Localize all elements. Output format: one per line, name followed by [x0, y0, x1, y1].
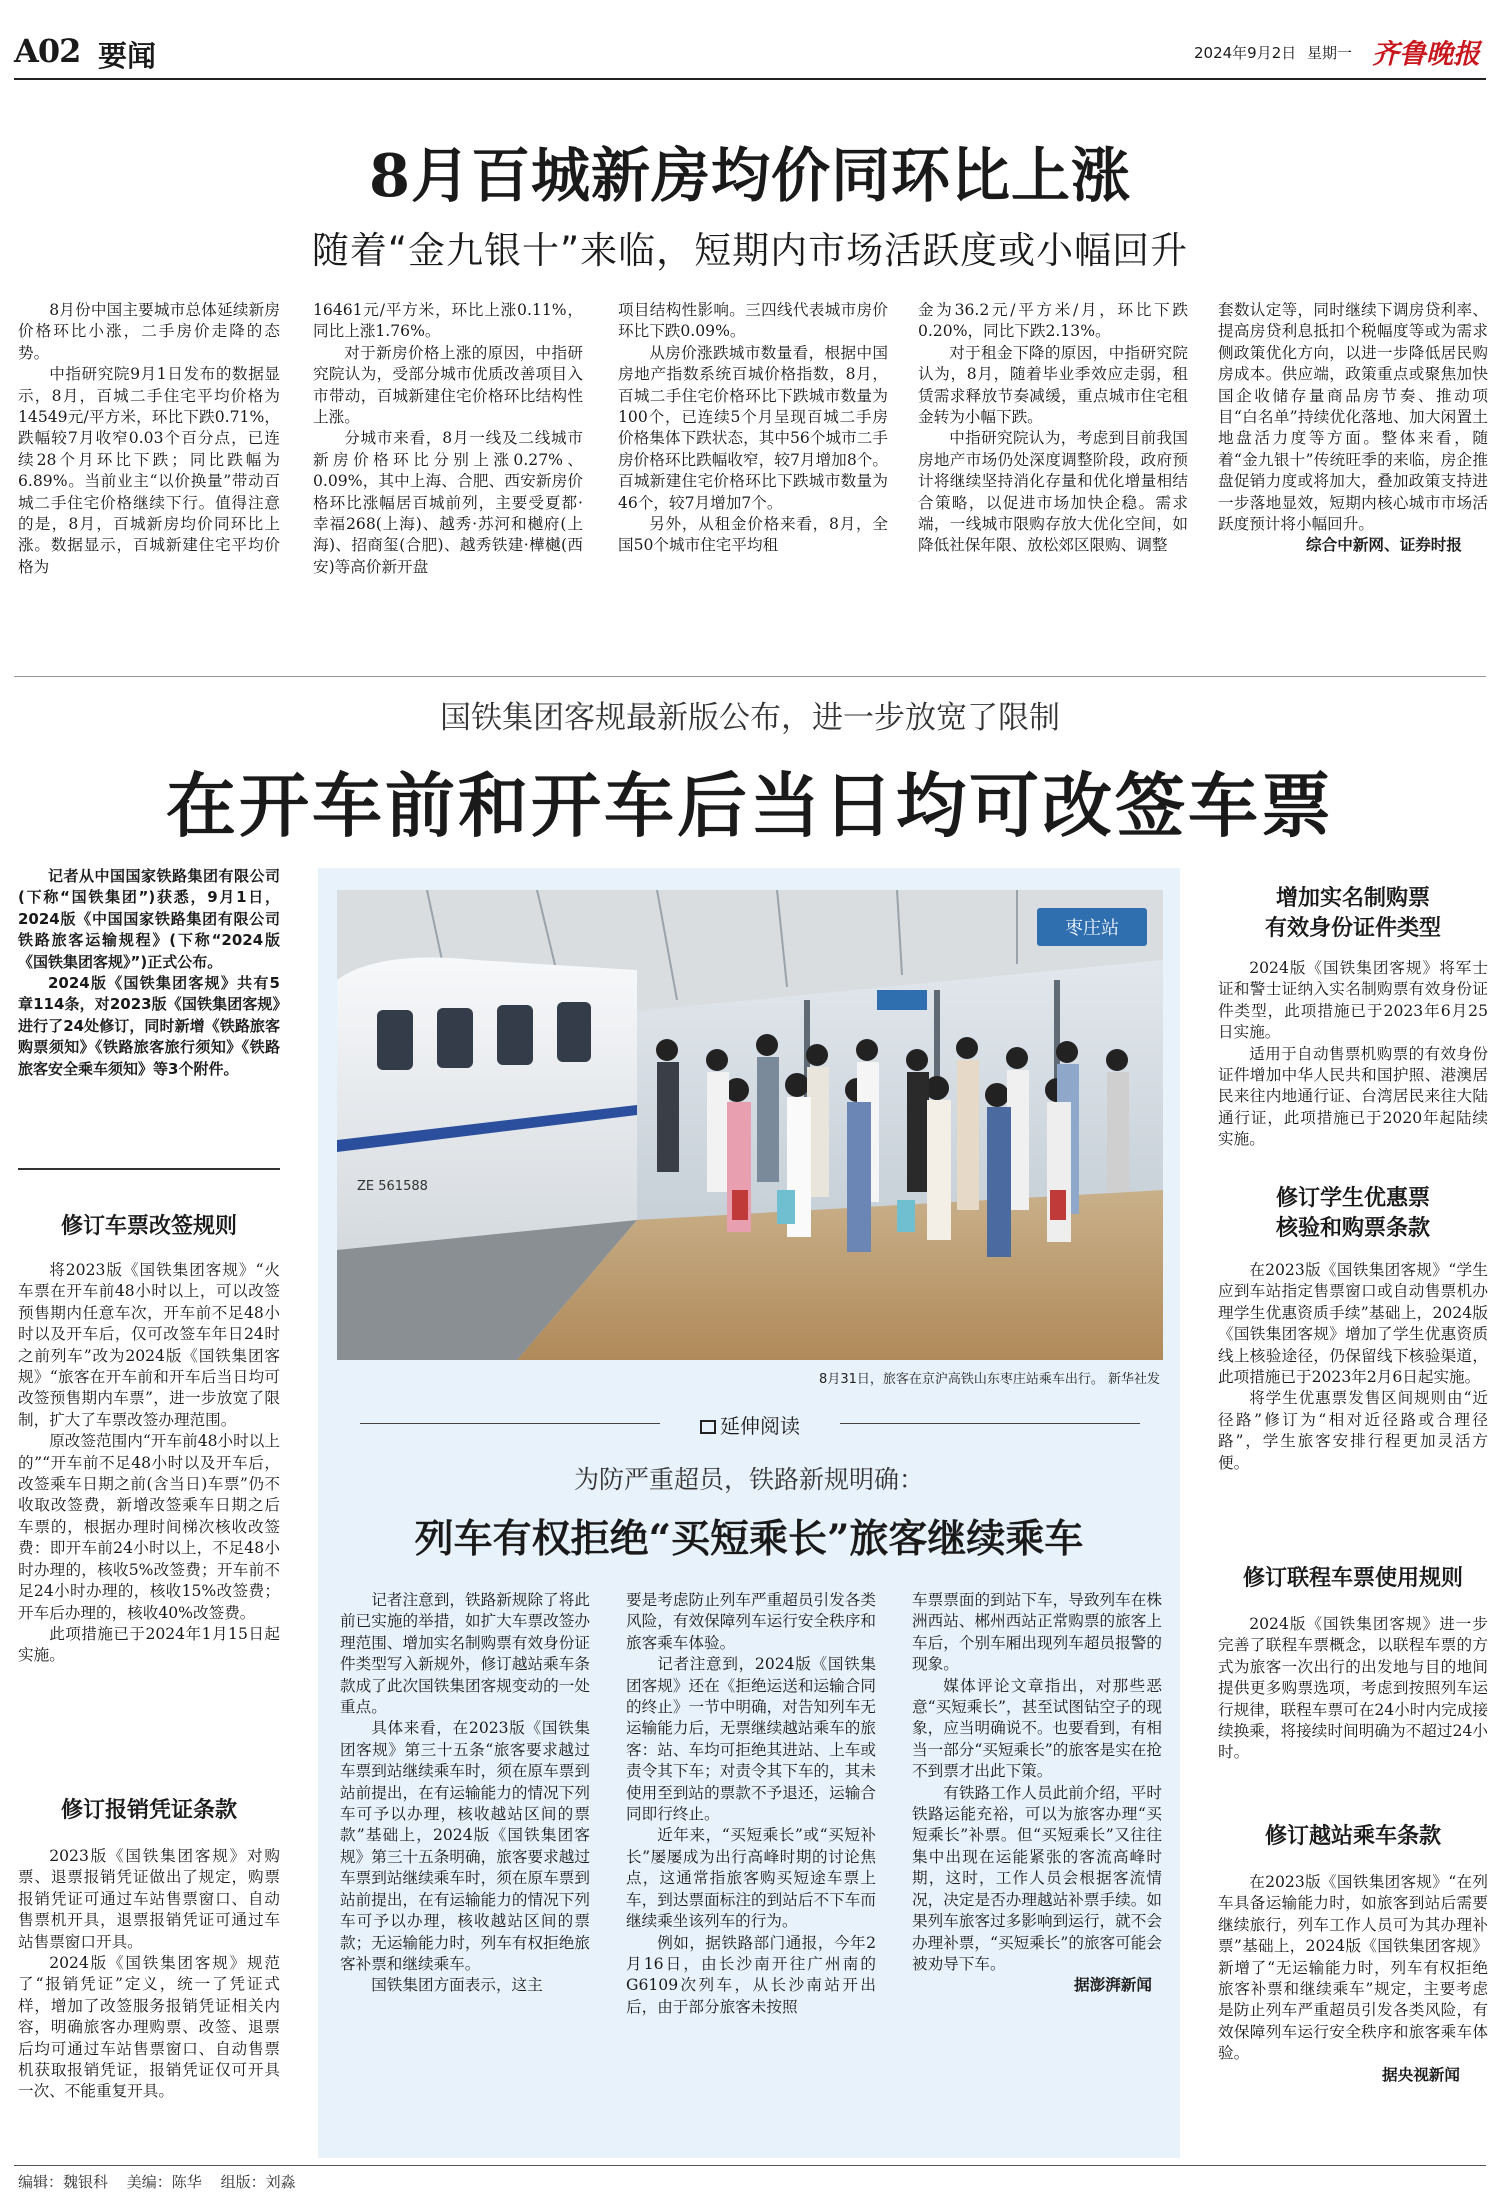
- story-divider: [14, 676, 1486, 677]
- r2-heading: 修订学生优惠票 核验和购票条款: [1275, 1186, 1430, 1241]
- sec1-heading: 修订车票改签规则: [60, 1214, 237, 1239]
- masthead-logo: 齐鲁晚报: [1372, 39, 1480, 70]
- story2-kicker: 国铁集团客规最新版公布，进一步放宽了限制: [440, 700, 1060, 736]
- train-number: ZE 561588: [357, 1179, 428, 1194]
- story1-column-3: 项目结构性影响。三四线代表城市房价环比下跌0.09%。 从房价涨跌城市数量看，根据中国房地产指数系统百城价格指数，8月，百城二手住宅价格环比下跌城市数量为100个，已连续5个月呈现百城二手房价格集体下跌状态，其中56个城市二手房价格环比跌幅收窄，较7月增加8个。百城新建住宅价格环比下跌城市数量为46个，较7月增加7个。 另外，从租金价格来看，8月，全国50个城市住宅平均租: [618, 301, 888, 555]
- story1-source: 综合中新网、证券时报: [1306, 536, 1462, 555]
- r3-body: 2024版《国铁集团客规》进一步完善了联程车票概念，以联程车票的方式为旅客一次出行的出发地与目的地间提供更多购票选项，考虑到按照列车运行规律，联程车票可在24小时内完成接续换乘，将接续时间明确为不超过24小时。: [1218, 1615, 1488, 1762]
- footer-design: 美编：陈华: [126, 2173, 202, 2191]
- ext-label: 延伸阅读: [680, 1410, 820, 1439]
- issue-date: 2024年9月2日: [1194, 44, 1297, 62]
- footer-rule: [14, 2165, 1486, 2166]
- section-name: 要闻: [98, 39, 157, 73]
- story1-column-2: 16461元/平方米，环比上涨0.11%，同比上涨1.76%。 对于新房价格上涨的原因，中指研究院认为，受部分城市优质改善项目入市带动，百城新建住宅价格环比结构性上涨。 分城市来看，8月一线及二线城市新房价格环比分别上涨0.27%、0.09%，其中上海、合肥、西安新房价格环比涨幅居百城前列，主要受夏都·幸福268(上海)、越秀·苏河和樾府(上海)、招商玺(合肥)、越秀铁建·樺樾(西安)等高价新开盘: [313, 301, 583, 576]
- ext-source: 据澎湃新闻: [1074, 1976, 1152, 1995]
- header-rule: [14, 78, 1486, 80]
- photo-caption: 8月31日，旅客在京沪高铁山东枣庄站乘车出行。 新华社发: [819, 1372, 1160, 1387]
- sec1-body: 将2023版《国铁集团客规》“火车票在开车前48小时以上，可以改签预售期内任意车次，开车前不足48小时以及开车后，仅可改签车年日24时之前列车”改为2024版《国铁集团客规》“旅客在开车前和开车后当日均可改签预售期内车票”，进一步放宽了限制，扩大了车票改签办理范围。 原改签范围内“开车前48小时以上的”“开车前不足48小时以及开车后，改签乘车日期之前(含当日)车票”仍不收取改签费，新增改签乘车日期之后车票的，根据办理时间梯次核收改签费：即开车前24小时以上，不足48小时办理的，核收5%改签费；开车前不足24小时办理的，核收15%改签费；开车后办理的，核收40%改签费。 此项措施已于2024年1月15日起实施。: [18, 1261, 280, 1665]
- r3-heading: 修订联程车票使用规则: [1242, 1566, 1463, 1591]
- footer-editor: 编辑：魏银科: [18, 2173, 109, 2191]
- ext-column-1: 记者注意到，铁路新规除了将此前已实施的举措，如扩大车票改签办理范围、增加实名制购票有效身份证件类型写入新规外，修订越站乘车条款成了此次国铁集团客规变动的一处重点。 具体来看，在2023版《国铁集团客规》第三十五条“旅客要求越过车票到站继续乘车时，须在原车票到站前提出，在有运输能力的情况下列车可予以办理，核收越站区间的票款”基础上，2024版《国铁集团客规》第三十五条明确，旅客要求越过车票到站继续乘车时，须在原车票到站前提出，在有运输能力的情况下列车可予以办理，核收越站区间的票款；无运输能力时，列车有权拒绝旅客补票和继续乘车。 国铁集团方面表示，这主: [340, 1591, 590, 1995]
- ext-rule-right: [840, 1423, 1140, 1424]
- page-header: [14, 30, 1486, 73]
- ext-kicker: 为防严重超员，铁路新规明确：: [573, 1465, 924, 1494]
- r4-heading: 修订越站乘车条款: [1264, 1824, 1441, 1849]
- ext-label-icon: [700, 1420, 716, 1434]
- r1-body: 2024版《国铁集团客规》将军士证和警士证纳入实名制购票有效身份证件类型，此项措施已于2023年6月25日实施。 适用于自动售票机购票的有效身份证件增加中华人民共和国护照、港澳居民来往内地通行证、台湾居民来往大陆通行证，此项措施已于2020年起陆续实施。: [1218, 959, 1488, 1149]
- story1-column-5: 套数认定等，同时继续下调房贷利率、提高房贷利息抵扣个税幅度等或为需求侧政策优化方向，以进一步降低居民购房成本。供应端，政策重点或聚焦加快国企收储存量商品房节奏、推动项目“白名单”持续优化落地、加大闲置土地盘活力度等方面。整体来看，随着“金九银十”传统旺季的来临，房企推盘促销力度或将加大，叠加政策支持进一步落地显效，短期内核心城市市场活跃度预计将小幅回升。 综合中新网、证券时报: [1218, 300, 1488, 557]
- story1-column-1: 8月份中国主要城市总体延续新房价格环比小涨，二手房价走降的态势。 中指研究院9月1日发布的数据显示，8月，百城二手住宅平均价格为14549元/平方米，环比下跌0.71%，跌幅较7月收窄0.03个百分点，已连续28个月环比下跌；同比跌幅为6.89%。当前业主“以价换量”带动百城二手住宅价格继续下行。值得注意的是，8月，百城新房均价同环比上涨。数据显示，百城新建住宅平均价格为: [18, 301, 280, 576]
- left-rule: [18, 1168, 280, 1170]
- platform-scene-illustration: [337, 890, 1163, 1360]
- news-photo: [337, 890, 1163, 1360]
- sec2-body: 2023版《国铁集团客规》对购票、退票报销凭证做出了规定，购票报销凭证可通过车站售票窗口、自动售票机开具，退票报销凭证可通过车站售票窗口开具。 2024版《国铁集团客规》规范了“报销凭证”定义，统一了凭证式样，增加了改签服务报销凭证相关内容，明确旅客办理购票、改签、退票后均可通过车站售票窗口、自动售票机获取报销凭证，报销凭证仅可开具一次、不能重复开具。: [18, 1847, 280, 2101]
- r2-body: 在2023版《国铁集团客规》“学生应到车站指定售票窗口或自动售票机办理学生优惠资质手续”基础上，2024版《国铁集团客规》增加了学生优惠资质线上核验途径，仍保留线下核验渠道，此项措施已于2023年2月6日起实施。 将学生优惠票发售区间规则由“近径路”修订为“相对近径路或合理径路”，学生旅客安排行程更加灵活方便。: [1218, 1261, 1488, 1472]
- story1-column-4: 金为36.2元/平方米/月，环比下跌0.20%，同比下跌2.13%。 对于租金下降的原因，中指研究院认为，8月，随着毕业季效应走弱，租赁需求释放节奏减缓，重点城市住宅租金转为小幅下跌。 中指研究院认为，考虑到目前我国房地产市场仍处深度调整阶段，政府预计将继续坚持消化存量和优化增量相结合策略，以促进市场加快企稳。需求端，一线城市限购存放大优化空间，如降低社保年限、放松郊区限购、调整: [918, 301, 1188, 555]
- page-number: A02: [14, 32, 81, 70]
- story1-subtitle: 随着“金九银十”来临，短期内市场活跃度或小幅回升: [311, 229, 1189, 272]
- sec2-heading: 修订报销凭证条款: [60, 1798, 237, 1823]
- ext-column-2: 要是考虑防止列车严重超员引发各类风险，有效保障列车运行安全秩序和旅客乘车体验。 记者注意到，2024版《国铁集团客规》还在《拒绝运送和运输合同的终止》一节中明确，对告知列车无运输能力后，无票继续越站乘车的旅客：站、车均可拒绝其进站、上车或责令其下车；对责令其下车的，其未使用至到站的票款不予退还，运输合同即行终止。 近年来，“买短乘长”或“买短补长”屡屡成为出行高峰时期的讨论焦点，这通常指旅客购买短途车票上车，到达票面标注的到站后不下车而继续乘坐该列车的行为。 例如，据铁路部门通报，今年2月16日，由长沙南开往广州南的G6109次列车，从长沙南站开出后，由于部分旅客未按照: [626, 1591, 876, 2016]
- r-source: 据央视新闻: [1382, 2065, 1460, 2084]
- ext-column-3: 车票票面的到站下车，导致列车在株洲西站、郴州西站正常购票的旅客上车后，个别车厢出现列车超员报警的现象。 媒体评论文章指出，对那些恶意“买短乘长”，甚至试图钻空子的现象，应当明确说不。也要看到，有相当一部分“买短乘长”的旅客是实在抢不到票才出此下策。 有铁路工作人员此前介绍，平时铁路运能充裕，可以为旅客办理“买短乘长”补票。但“买短乘长”又往往集中出现在运能紧张的客流高峰时期，这时，工作人员会根据客流情况，决定是否办理越站补票手续。如果列车旅客过多影响到运行，就不会办理补票，“买短乘长”的旅客可能会被劝导下车。 据澎湃新闻: [912, 1590, 1162, 1997]
- station-sign: 枣庄站: [1065, 918, 1119, 939]
- r4-body: 在2023版《国铁集团客规》“在列车具备运输能力时，如旅客到站后需要继续旅行，列车工作人员可为其办理补票”基础上，2024版《国铁集团客规》新增了“无运输能力时，列车有权拒绝旅客补票和继续乘车”规定，主要考虑是防止列车严重超员引发各类风险，有效保障列车运行安全秩序和旅客乘车体验。 据央视新闻: [1218, 1872, 1488, 2086]
- r1-heading: 增加实名制购票 有效身份证件类型: [1264, 886, 1441, 941]
- weekday: 星期一: [1307, 44, 1353, 62]
- story1-title: 8月百城新房均价同环比上涨: [368, 141, 1132, 210]
- story2-lead: 记者从中国国家铁路集团有限公司(下称“国铁集团”)获悉，9月1日，2024版《中国国家铁路集团有限公司铁路旅客运输规程》(下称“2024版《国铁集团客规》”)正式公布。 2024版《国铁集团客规》共有5章114条，对2023版《国铁集团客规》进行了24处修订，同时新增《铁路旅客购票须知》《铁路旅客旅行须知》《铁路旅客安全乘车须知》等3个附件。: [18, 867, 280, 1078]
- footer-credits: [18, 2171, 296, 2192]
- story2-title: 在开车前和开车后当日均可改签车票: [166, 764, 1334, 847]
- ext-rule-left: [360, 1423, 660, 1424]
- ext-title: 列车有权拒绝“买短乘长”旅客继续乘车: [414, 1516, 1084, 1562]
- footer-proof: 组版：刘淼: [220, 2173, 296, 2191]
